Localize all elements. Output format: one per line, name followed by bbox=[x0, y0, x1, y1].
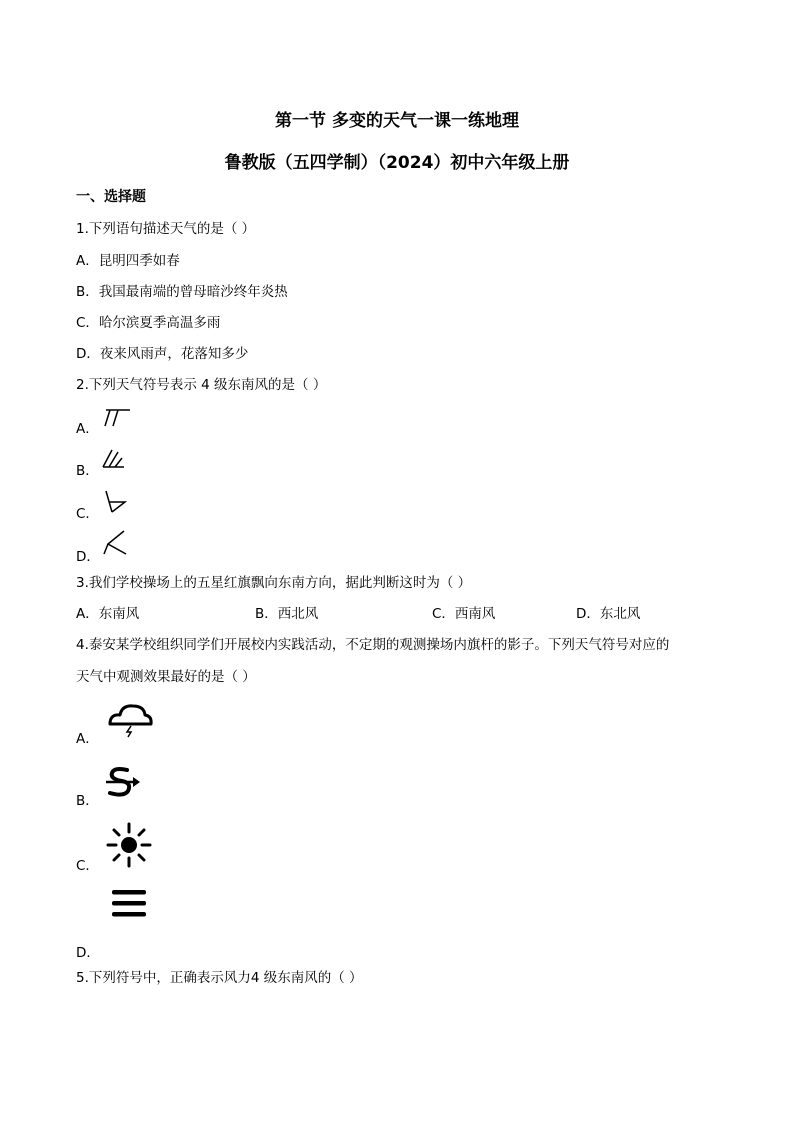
question-3-stem: 3.我们学校操场上的五星红旗飘向东南方向，据此判断这时为（ ） bbox=[76, 575, 472, 591]
wind-barb-d-icon bbox=[100, 528, 130, 558]
q3-option-a: A．东南风 bbox=[76, 606, 140, 622]
q1-option-b: B．我国最南端的曾母暗沙终年炎热 bbox=[76, 284, 288, 300]
fog-icon bbox=[110, 886, 150, 922]
sunny-icon bbox=[106, 822, 152, 868]
question-1-stem: 1.下列语句描述天气的是（ ） bbox=[76, 221, 256, 237]
q4-option-b: B． bbox=[76, 793, 99, 809]
question-2-stem: 2.下列天气符号表示 4 级东南风的是（ ） bbox=[76, 377, 327, 393]
page-subtitle: 鲁教版（五四学制）（2024）初中六年级上册 bbox=[224, 153, 570, 173]
q2-option-b: B． bbox=[76, 463, 99, 479]
question-4-stem-line2: 天气中观测效果最好的是（ ） bbox=[76, 669, 256, 685]
sandstorm-icon bbox=[102, 764, 144, 800]
wind-barb-a-icon bbox=[100, 404, 136, 430]
q2-option-a: A． bbox=[76, 421, 99, 437]
q3-option-c: C．西南风 bbox=[432, 606, 496, 622]
thunderstorm-icon bbox=[106, 702, 154, 738]
wind-barb-b-icon bbox=[98, 446, 130, 472]
wind-barb-c-icon bbox=[100, 488, 130, 516]
q3-option-d: D．东北风 bbox=[576, 606, 641, 622]
question-5-stem: 5.下列符号中，正确表示风力4 级东南风的（ ） bbox=[76, 970, 363, 986]
q1-option-d: D．夜来风雨声，花落知多少 bbox=[76, 346, 249, 362]
q2-option-c: C． bbox=[76, 506, 99, 522]
q4-option-c: C． bbox=[76, 858, 99, 874]
question-4-stem-line1: 4.泰安某学校组织同学们开展校内实践活动，不定期的观测操场内旗杆的影子。下列天气符号对应的 bbox=[76, 637, 670, 653]
q2-option-d: D． bbox=[76, 549, 100, 565]
q1-option-a: A．昆明四季如春 bbox=[76, 253, 180, 269]
q1-option-c: C．哈尔滨夏季高温多雨 bbox=[76, 315, 221, 331]
q4-option-d: D． bbox=[76, 945, 100, 961]
q4-option-a: A． bbox=[76, 731, 99, 747]
q3-option-b: B．西北风 bbox=[255, 606, 319, 622]
page-title: 第一节 多变的天气一课一练地理 bbox=[275, 111, 519, 131]
section-heading: 一、选择题 bbox=[76, 189, 146, 205]
